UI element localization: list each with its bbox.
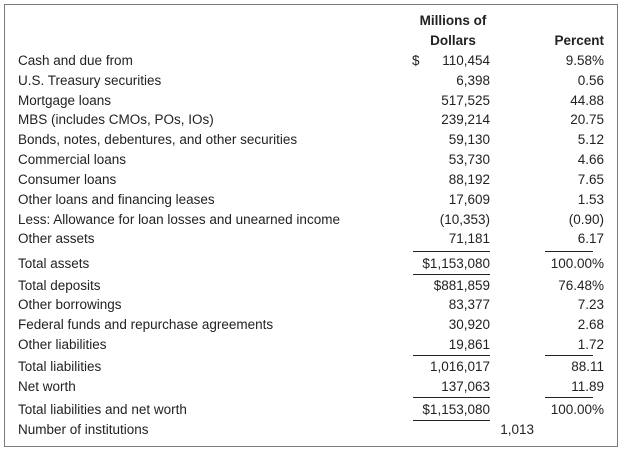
amount-value: 83,377 [448,297,490,312]
institutions-row [0,422,624,441]
table-row [0,297,624,316]
amount-value: 59,130 [448,132,490,147]
table-row [0,317,624,336]
amount-value: 6,398 [456,73,490,88]
amount-value: $1,153,080 [422,402,490,417]
subtotal-rule [545,397,593,398]
amount-value: 53,730 [448,152,490,167]
subtotal-rule [413,355,490,356]
amount-column-header [412,11,494,51]
row-label: Cash and due from [18,53,133,68]
row-percent: 100.00% [550,402,604,417]
row-label: Other borrowings [18,297,122,312]
row-label: U.S. Treasury securities [18,73,162,88]
table-row [0,192,624,211]
table-row [0,231,624,250]
row-percent: 1.72 [577,337,604,352]
row-percent: (0.90) [568,212,604,227]
row-label: MBS (includes CMOs, POs, IOs) [18,112,214,127]
amount-value: 1,016,017 [429,359,490,374]
table-row [0,112,624,131]
row-label: Total assets [18,256,90,271]
total-rule [413,420,490,421]
row-label: Net worth [18,379,76,394]
row-percent: 44.88 [570,93,604,108]
subtotal-rule [413,251,490,252]
amount-value: 239,214 [441,112,490,127]
row-percent: 9.58% [565,53,604,68]
table-row [0,359,624,378]
institutions-count: 1,013 [500,422,534,437]
table-row [0,256,624,275]
row-percent: 2.68 [577,317,604,332]
row-label: Commercial loans [18,152,127,167]
table-row [0,402,624,421]
table-row [0,132,624,151]
row-percent: 5.12 [577,132,604,147]
row-percent: 0.56 [577,73,604,88]
row-percent: 11.89 [571,379,604,394]
row-percent: 76.48% [558,278,604,293]
table-row [0,379,624,398]
row-percent: 7.23 [577,297,604,312]
row-label: Total deposits [18,278,101,293]
subtotal-rule [545,355,593,356]
amount-value: 71,181 [448,231,490,246]
row-label: Consumer loans [18,172,117,187]
amount-value: 517,525 [441,93,490,108]
amount-value: $881,859 [433,278,490,293]
amount-value: (10,353) [439,212,490,227]
row-percent: 100.00% [550,256,604,271]
amount-value: 137,063 [441,379,490,394]
row-percent: 4.66 [577,152,604,167]
row-label: Less: Allowance for loan losses and unearned income [18,212,340,227]
amount-value: 110,454 [442,53,490,68]
table-row [0,337,624,356]
table-row [0,73,624,92]
row-label: Other liabilities [18,337,107,352]
institutions-label: Number of institutions [18,422,149,437]
row-percent: 7.65 [577,172,604,187]
row-label: Mortgage loans [18,93,112,108]
row-percent: 20.75 [570,112,604,127]
amount-value: $1,153,080 [422,256,490,271]
amount-value: 19,861 [448,337,490,352]
table-row [0,152,624,171]
table-row [0,278,624,297]
percent-column-header: Percent [554,33,604,48]
amount-header-line2: Dollars [430,33,476,48]
total-rule [413,274,490,275]
table-row [0,53,624,72]
table-row [0,172,624,191]
row-percent: 6.17 [577,231,604,246]
row-label: Other loans and financing leases [18,192,215,207]
row-label: Federal funds and repurchase agreements [18,317,274,332]
subtotal-rule [545,251,593,252]
amount-value: 30,920 [448,317,490,332]
subtotal-rule [413,397,490,398]
row-label: Other assets [18,231,95,246]
amount-value: 88,192 [448,172,490,187]
row-percent: 1.53 [577,192,604,207]
dollar-sign: $ [412,53,420,68]
amount-value: 17,609 [448,192,490,207]
table-row [0,93,624,112]
table-row [0,212,624,231]
row-label: Bonds, notes, debentures, and other securities [18,132,298,147]
row-label: Total liabilities [18,359,102,374]
row-percent: 88.11 [571,359,604,374]
amount-header-line1: Millions of [419,13,487,28]
row-label: Total liabilities and net worth [18,402,187,417]
